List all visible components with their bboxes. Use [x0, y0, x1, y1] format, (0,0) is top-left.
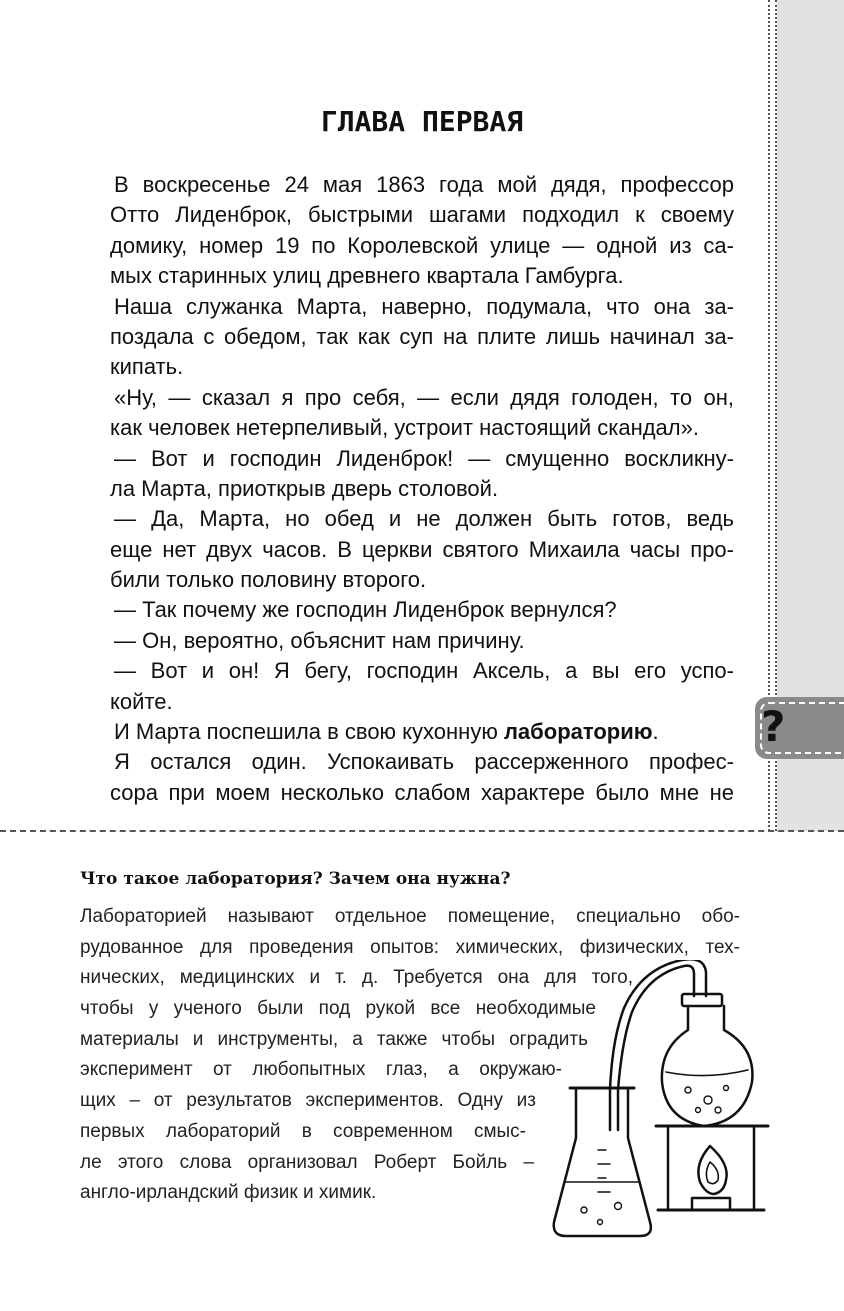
- chapter-title: ГЛАВА ПЕРВАЯ: [320, 105, 524, 138]
- text-line: домику, номер 19 по Королевской улице — одной из са-: [110, 232, 734, 258]
- text-line: — Так почему же господин Лиденброк вернулся?: [114, 597, 617, 623]
- text-line: сора при моем несколько слабом характере было мне не: [110, 779, 734, 805]
- text-line: били только половину второго.: [110, 567, 427, 593]
- info-line: Лабораторией называют отдельное помещение, специально обо-: [80, 906, 740, 927]
- text-line: Я остался один. Успокаивать рассерженного профес-: [114, 749, 734, 775]
- info-line: материалы и инструменты, а также чтобы оградить: [80, 1028, 588, 1050]
- text-line: поздала с обедом, так как суп на плите лишь начинал за-: [110, 323, 734, 349]
- info-line: англо-ирландский физик и химик.: [80, 1182, 377, 1204]
- question-mark-icon: ?: [761, 702, 786, 751]
- text-line: мых старинных улиц древнего квартала Гамбурга.: [110, 263, 624, 289]
- text-line: еще нет двух часов. В церкви святого Михаила часы про-: [110, 536, 734, 562]
- info-line: первых лабораторий в современном смыс-: [80, 1120, 526, 1142]
- main-text: [110, 170, 734, 808]
- laboratory-flasks-icon: [548, 960, 798, 1250]
- info-line: ле этого слова организовал Роберт Бойль –: [80, 1151, 534, 1173]
- question-tab[interactable]: [755, 697, 844, 759]
- text-line: — Вот и господин Лиденброк! — смущенно воскликну-: [114, 445, 734, 471]
- text-line: — Вот и он! Я бегу, господин Аксель, а вы его успо-: [114, 658, 734, 684]
- text-line: И Марта поспешила в свою кухонную лабораторию.: [114, 719, 659, 745]
- text-line: — Он, вероятно, объяснит нам причину.: [114, 627, 525, 653]
- info-line: эксперимент от любопытных глаз, а окружаю-: [80, 1059, 562, 1081]
- text-line: Наша служанка Марта, наверно, подумала, что она за-: [114, 293, 734, 319]
- text-line: — Да, Марта, но обед и не должен быть готов, ведь: [114, 506, 734, 532]
- text-line: В воскресенье 24 мая 1863 года мой дядя, профессор: [114, 172, 734, 197]
- info-box-title: Что такое лаборатория? Зачем она нужна?: [80, 869, 511, 889]
- text-line: «Ну, — сказал я про себя, — если дядя голоден, то он,: [114, 384, 734, 410]
- text-line: как человек нетерпеливый, устроит настоящий скандал».: [110, 415, 699, 441]
- info-line: чтобы у ученого были под рукой все необходимые: [80, 998, 596, 1020]
- keyword-laboratory[interactable]: лабораторию: [503, 719, 653, 745]
- text-line: Отто Лиденброк, быстрыми шагами подходил к своему: [110, 202, 734, 228]
- text-line: кипать.: [110, 354, 184, 380]
- text-line: койте.: [110, 688, 173, 714]
- info-line: щих – от результатов экспериментов. Одну из: [80, 1090, 536, 1112]
- info-line: рудованное для проведения опытов: химических, физических, тех-: [80, 936, 740, 958]
- info-line: нических, медицинских и т. д. Требуется она для того,: [80, 967, 633, 989]
- dashed-divider-horizontal: [0, 830, 844, 832]
- text-line: ла Марта, приоткрыв дверь столовой.: [110, 475, 499, 501]
